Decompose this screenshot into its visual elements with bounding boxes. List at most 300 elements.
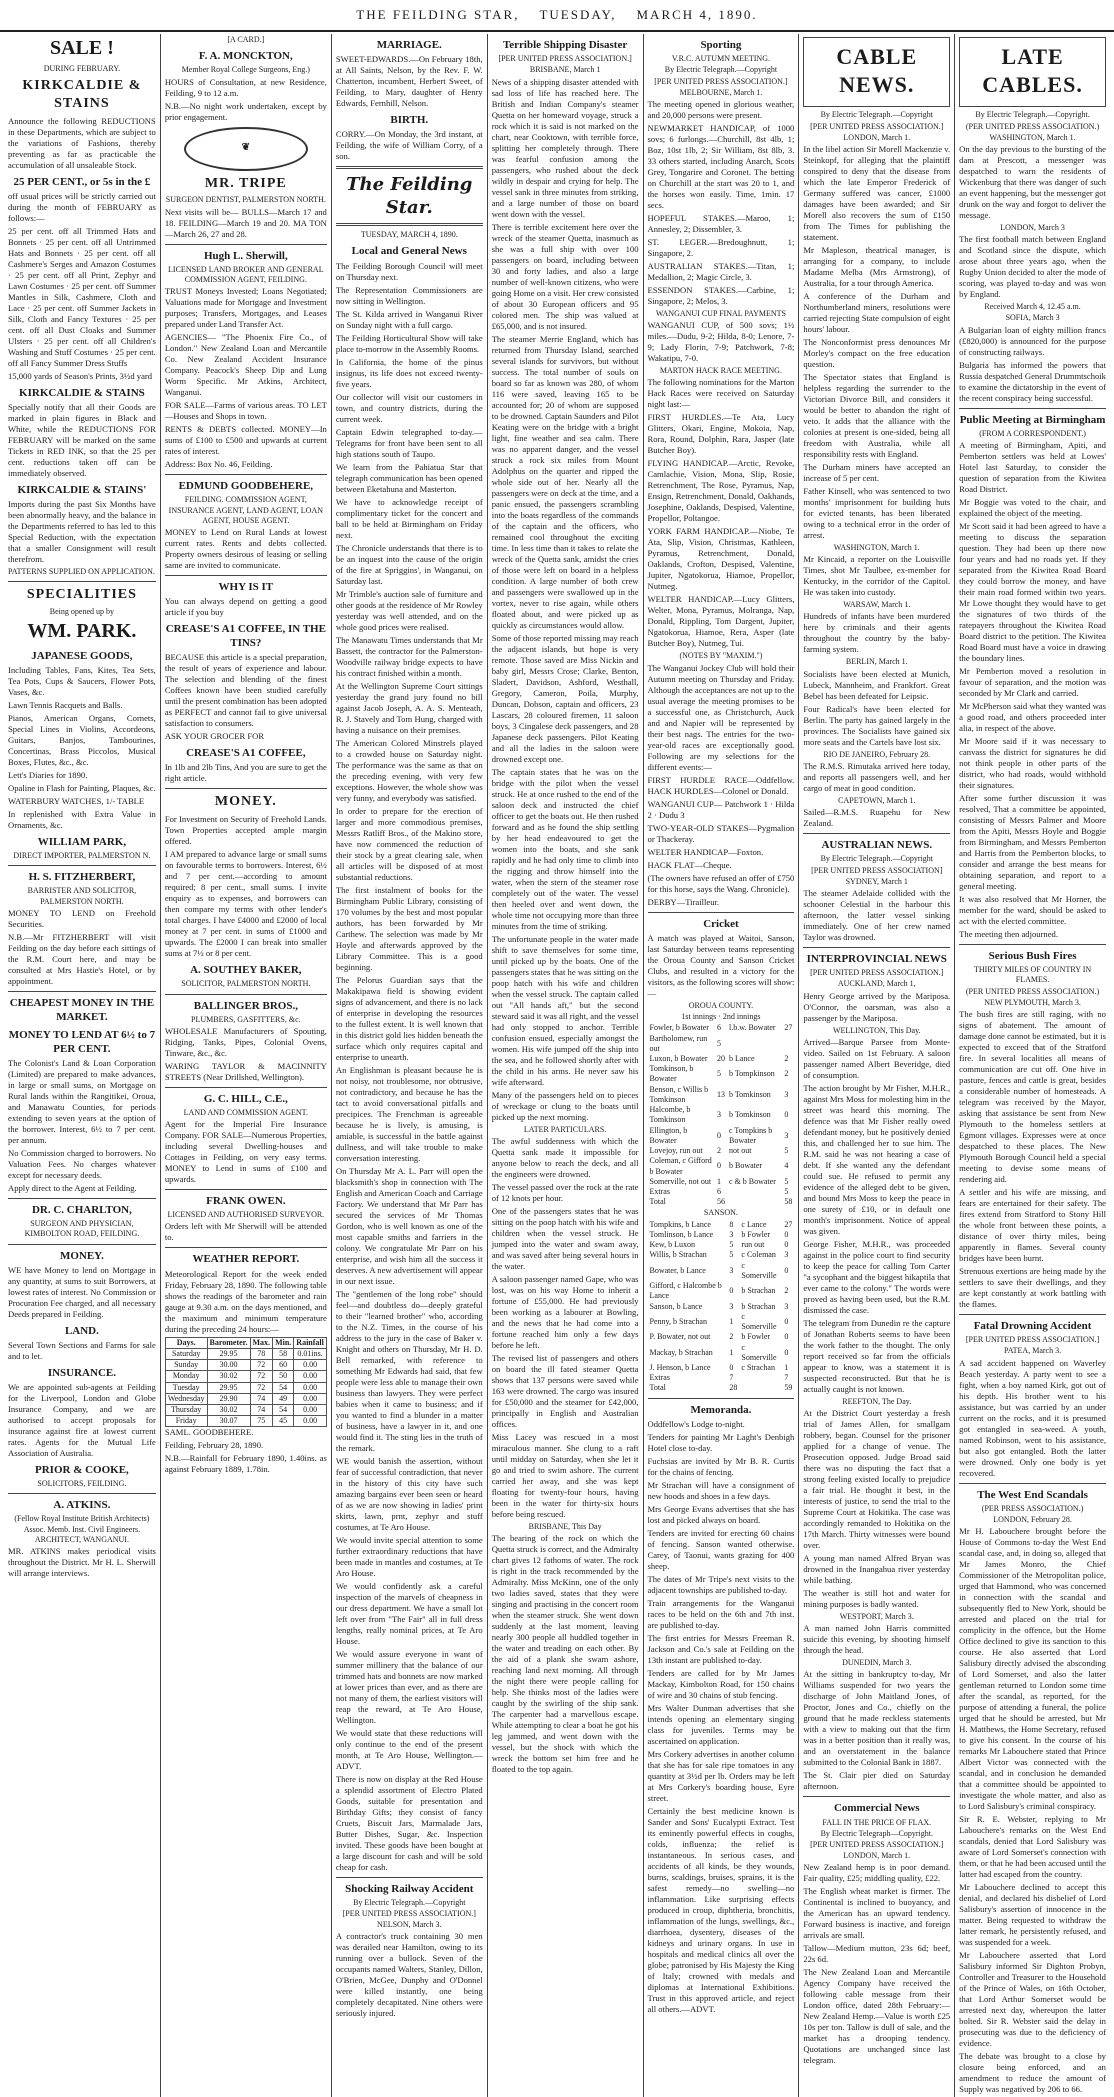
- scorecard-cell: 1: [729, 1316, 734, 1326]
- advance-body: I AM prepared to advance large or small sums on favourable terms to borrowers. Interest, 6½ and 7 per cent.—according to amount required; 8 per cent., small sums. I invite enquiry as to expenses, and borrowers can then compare my terms with other lender's total charges. I have £4000 and £2000 of local money at 7 per cent. in sums of £1000 and upwards. The £2000 I can break into smaller sums at 7½ or 8 per cent.: [164, 849, 327, 959]
- park-name-2: WILLIAM PARK,: [37, 835, 127, 848]
- weather-table-cell: Friday: [165, 1416, 207, 1427]
- local-item: The "gentlemen of the long robe" should feel—and doubtless do—deeply grateful to their "learned brother" who, according to the N.Z. Times, in the course of his address to the jury in the case of Baker v. Knight and others on Thursday, Mr H. D. Bell remarked, with reference to something Mr Edwards had said, that few people were less able to manage their own business than lawyers. They were perfect babies when it came to business; and if you wanted to find a blunder in a matter of business, have a lawyer in it, and one would find it. The sting lies in the truth of the remark.: [335, 1288, 483, 1453]
- scorecard-cell: 0: [784, 1229, 789, 1239]
- shipping-paragraph: A saloon passenger named Gape, who was lost, was on his way Home to inherit a fortune of £55,000. He had previously been working as a labourer at Bowling, and the news that he had come into a fortune reached him only a few days before he left.: [491, 1273, 639, 1350]
- sanson-heading: SANSON.: [703, 1208, 738, 1218]
- scorecard-cell: 2: [784, 1286, 789, 1296]
- scandals-item: Mr Labouchere declined to accept this denial, and declared his disbelief of Lord Salisbury's assertion of innocence in the matter. Being requested to withdraw the latter remark, he persistently refused, and was suspended for a week.: [959, 1882, 1106, 1948]
- agencies-body: AGENCIES— "The Phoenix Fire Co., of London." New Zealand Loan and Mercantile Co. New Zealand Accident Insurance Company. Peacock's Sheep Dip and Lung Worm Specific. Mr Atkins, Architect, Wanganui.: [164, 332, 327, 398]
- scorecard-cell: b Tomkinson: [728, 1110, 771, 1120]
- local-item: The Chronicle understands that there is to be an inquest into the cause of the origin of the fire at Spriggins', in Wanganui, on Saturday last.: [335, 542, 483, 586]
- address-line: Address: Box No. 46, Feilding.: [164, 459, 273, 470]
- scorecard-cell: Tompkins, b Lance: [649, 1219, 711, 1229]
- scorecard-cell: [782, 1034, 794, 1054]
- scorecard-cell: 59: [784, 1383, 793, 1393]
- westport-dateline: WESTPORT, March 3.: [839, 1611, 914, 1621]
- sanson-scorecard: [648, 1220, 795, 1394]
- weather-table-cell: 50: [273, 1371, 294, 1382]
- shipping-paragraph: There is terrible excitement here over the wreck of the steamer Quetta, inasmuch as she was a full ship with over 100 passengers on board, including between 30 and forty ladies, and also a large number of well-known citizens, who were going Home on a visit. Her crew consisted of about 30 European officers and 95 colored men. The ship was valued at £65,000, and is not insured.: [491, 221, 639, 331]
- local-item: In order to prepare for the erection of larger and more commodious premises, Messrs Ratliff Bros., of the Makino store, have now commenced the reduction of their stock by a great clearing sale, when all articles will be disposed of at most substantial reductions.: [335, 805, 483, 882]
- column-6: [798, 34, 954, 2097]
- late-cable-item: The first football match between England and Scotland since the dispute, which arose about three years ago, when the Rugby Union decided to alter the mode of scoring, was played to-day and was won by England.: [959, 234, 1106, 300]
- scorecard-cell: 8: [729, 1219, 734, 1229]
- sherwill-name: Hugh L. Sherwill,: [203, 249, 288, 262]
- scorecard-row: [648, 1230, 795, 1240]
- cable-item: Four Radical's have been elected for Berlin. The party has gained largely in the provinces. The Socialists have gained six more seats and the Cartels have lost six.: [803, 703, 951, 747]
- weather-table: [165, 1337, 327, 1428]
- scorecard-cell: c & b Bowater: [728, 1176, 776, 1186]
- goodbehere-sub: FEILDING. COMMISSION AGENT, INSURANCE AGENT, LAND AGENT, LOAN AGENT, HOUSE AGENT.: [168, 495, 324, 525]
- scorecard-cell: Bowater, b Lance: [649, 1265, 706, 1275]
- crease-heading: CREASE'S A1 COFFEE, IN THE TINS?: [165, 623, 326, 650]
- pianos-line: Pianos, American Organs, Cornets, Special Lines in Violins, Accordeons, Guitars, Banjos, Tambourines, Concertinas, Brass Piccolos, Musical Boxes, Flutes, &c., &c.: [8, 712, 156, 767]
- public-meeting-press: (FROM A CORRESPONDENT.): [979, 428, 1086, 438]
- local-item: We have to acknowledge receipt of complimentary ticket for the concert and ball to be held at Birmingham on Friday next.: [335, 496, 483, 540]
- column-4: [487, 34, 643, 2097]
- australian-item: The steamer Adelaide collided with the schooner Celestial in the harbour this afternoon, the latter vessel sinking immediately. One of her crew named Taylor was drowned.: [803, 887, 951, 942]
- weather-table-cell: Thursday: [165, 1404, 207, 1415]
- warsaw-dateline: WARSAW, March 1.: [843, 600, 911, 610]
- public-meeting-item: A meeting of Birmingham, Apiti, and Pemberton settlers was held at Lowes' Hotel last Saturday, to consider the question of separation from the Kiwitea Road District.: [959, 440, 1106, 495]
- sale-body: Announce the following REDUCTIONS in these Departments, which are subject to the variations of Fashions, thereby preventing as far as practicable the accumulation of all unsaleable Stock.: [8, 115, 156, 170]
- nb-line: N.B.—No night work undertaken, except by prior engagement.: [164, 100, 327, 122]
- memoranda-item: Mrs Corkery advertises in another column that she has for sale ripe tomatoes in any quantity at 3½d per lb. Orders may be left at Mrs Corkery's boarding house, Eyre street.: [647, 1748, 795, 1803]
- scorecard-cell: Halcombe, b Tomkinson: [649, 1105, 691, 1125]
- sporting-heading: Sporting: [700, 39, 742, 51]
- railway-body: A contractor's truck containing 30 men was derailed near Hamilton, owing to its running over a bullock. Seven of the occupants named Walters, Stanley, Dillon, O'Brien, McGee, Dunphy and O'Donnel were killed instantly, one being completely decapitated. Nine others were seriously injured.: [335, 1931, 483, 2019]
- marriage-heading: MARRIAGE.: [376, 39, 442, 51]
- scorecard-cell: run out: [741, 1240, 765, 1250]
- japanese-body: Including Tables, Fans, Kites, Tea Sets, Tea Pots, Cups & Saucers, Flower Pots, Vases, &c.: [8, 664, 156, 697]
- interprovincial-item: The action brought by Mr Fisher, M.H.R., against Mrs Moss for molesting him in the street was heard this morning. The defence was that Mr Fisher really owed defendant money, but he positively denied this, and challenged her to sue him. The R.M. said he was not hearing a case of debt. If she wanted any the defendant could sue. He refused to permit any evidence of the alleged debt to be given, and bound Mrs Moss to keep the peace in one surety of £10, or in default one month's imprisonment. Notice of appeal was given.: [803, 1082, 951, 1236]
- scorecard-cell: b Tomkinson: [728, 1089, 771, 1099]
- firm-name-3: KIRKCALDIE & STAINS': [17, 483, 147, 496]
- scandals-heading: The West End Scandals: [977, 1488, 1088, 1501]
- rainfall-nb: N.B.—Rainfall for February 1890, 1.40ins. as against February 1889, 1.78in.: [164, 1453, 327, 1475]
- diaries-line: Lett's Diaries for 1890.: [8, 769, 88, 780]
- plymouth-dateline: NEW PLYMOUTH, March 3.: [984, 997, 1081, 1007]
- local-item: We would invite special attention to some further extraordinary reductions that have been made in mantles and costumes, at Te Aro House.: [335, 1534, 483, 1578]
- shipping-paragraph: The revised list of passengers and others on board the ill fated steamer Quetta shows that 137 persons were saved while 163 were drowned. The cargo was insured for £50,000 and the steamer for £42,000, principally in English and Australian offices.: [491, 1352, 639, 1429]
- vrc-press: [PER UNITED PRESS ASSOCIATION.]: [654, 76, 788, 86]
- watches-line: WATERBURY WATCHES, 1/- TABLE: [8, 795, 145, 806]
- land-heading: LAND.: [64, 1324, 99, 1337]
- sporting-paragraph: YORK FARM HANDICAP.—Niobe, Te Ata, Slip, Vision, Christmas, Kathleen, Pyramus, Retrenchment, Donald, Oaklands, Crofton, Despised, Valentine, Jupiter, Ngatokorua, Hiamoe, Propellor, Nutmeg.: [647, 526, 795, 592]
- money-to-lend-heading: MONEY TO LEND AT 6½ to 7 PER CENT.: [8, 1028, 156, 1056]
- tooth-ornament: ❦: [184, 127, 308, 171]
- ballinger-body: WHOLESALE Manufacturers of Spouting, Ridging, Tanks, Pipes, Colonial Ovens, Tinware, &c., &c.: [164, 1025, 327, 1058]
- scorecard-cell: 1: [729, 1347, 734, 1357]
- weather-table-row: [165, 1348, 326, 1359]
- sporting-paragraph: NEWMARKET HANDICAP, of 1000 sovs; 6 furlongs.—Churchill, 8st 4lb, 1; Boz, 10st 1lb, 2; Sir William, 8st 8lb, 3. 33 others started, including Anarch, Scots Grey, Tongarire and Coronet. The betting on Churchill at the start was 20 to 1, and the horses won easily. Time, 1min. 17 secs.: [647, 123, 795, 211]
- scorecard-cell: 0: [784, 1332, 789, 1342]
- weather-table-header: Days.: [165, 1337, 207, 1348]
- australian-byline: By Electric Telegraph.—Copyright: [820, 854, 933, 864]
- scorecard-cell: 0: [729, 1363, 734, 1372]
- firm-name: KIRKCALDIE & STAINS: [22, 77, 142, 111]
- cable-item: The Spectator states that England is helpless regarding the surrender to the Victorian Divorce Bill, and considers it would be better to abandon the right of veto. It adds that the alliance with the colonies at present is one-sided, being all freedom with Australia, while all responsibility rests with England.: [803, 372, 951, 460]
- park-sub: DIRECT IMPORTER, PALMERSTON N.: [13, 851, 151, 860]
- local-item: Our collector will visit our customers in town, and country districts, during the current week.: [335, 391, 483, 424]
- scorecard-row: [648, 1343, 795, 1363]
- shipping-paragraph: Miss Lacey was rescued in a most miraculous manner. She clung to a raft until midday on Saturday, when she let it go and tried to swim ashore. The current carried her away, and she was kept floating for twenty-four hours, having been in the water for thirty-six hours before being rescued.: [491, 1431, 639, 1519]
- local-item: An Englishman is pleasant because he is not noisy, not troublesome, nor obtrusive, not contradictory, and because he has the tact to avoid conversational pitfalls and precipices. The Frenchman is agreeable because he is lively, is amusing, is amiable, is successful in the battle against dullness, and will take trouble to make conversation interesting.: [335, 1064, 483, 1163]
- scandals-item: Sir R. E. Webster, replying to Mr Labouchere's remarks on the West End scandals, denied that Lord Salisbury was aware of Lord Somerset's connection with them, or that he had been accused until the latter had escaped from the country.: [959, 1814, 1106, 1880]
- scorecard-row: [648, 1312, 795, 1332]
- local-item: At the Wellington Supreme Court sittings yesterday the grand jury found no bill against Jacob Joseph, A. A. S. Menteath, R. J. Stavely and Tom Hung, charged with having a nuisance on their premises.: [335, 680, 483, 735]
- commercial-item: New Zealand hemp is in poor demand. Fair quality, £25; middling quality, £22.: [803, 1862, 951, 1884]
- specialities-heading: SPECIALITIES: [26, 587, 137, 603]
- railway-byline: By Electric Telegraph.—Copyright: [353, 1897, 466, 1907]
- scorecard-row: [648, 1240, 795, 1250]
- scorecard-cell: 0: [784, 1265, 789, 1275]
- scorecard-row: [648, 1250, 795, 1260]
- sporting-paragraph: The meeting opened in glorious weather, and 20,000 persons were present.: [647, 99, 795, 121]
- memoranda-item: The dates of Mr Tripe's next visits to the adjacent townships are published to-day.: [647, 1573, 795, 1595]
- issue-date: TUESDAY, MARCH 4, 1890.: [360, 230, 458, 240]
- scorecard-row: [648, 1064, 795, 1084]
- marton-heading: MARTON HACK RACE MEETING.: [659, 366, 782, 376]
- insurance-body: We are appointed sub-agents at Feilding for the Liverpool, London and Globe Insurance Company, and we are authorised to accept proposals for insurance against fire at lowest current rates. Agents for the Mutual Life Association of Australia.: [8, 1381, 156, 1458]
- bush-fire-item: The bush fires are still raging, with no signs of abatement. The amount of damage done cannot be estimated, but it is expected to exceed that of the Stratford fire. In several localities all means of communication are cut off. One hive in pasture, fences and cattle is great, besides a considerable number of homesteads. A telegram was received by the Mayor, asking that assistance be sent from New Plymouth to the homeless settlers at Egmont villages. Expresses were at once despatched to these places. The New Plymouth Borough Council held a special meeting to devise some means of rendering aid.: [959, 1009, 1106, 1185]
- interprovincial-item: A man named John Harris committed suicide this evening, by shooting himself through the head.: [803, 1623, 951, 1656]
- weather-table-cell: Saturday: [165, 1348, 207, 1359]
- innings-heading: 1st innings · 2nd innings: [681, 1012, 761, 1022]
- rio-dateline: RIO DE JANEIRO, February 28.: [823, 749, 931, 759]
- money-heading: MONEY.: [59, 1249, 104, 1262]
- scorecard-cell: [739, 1373, 782, 1383]
- weather-table-cell: 54: [273, 1404, 294, 1415]
- shipping-paragraph: The steamer Merrie England, which has returned from Thursday Island, searched several islands for survivors, but without success. The total number of souls on board so far as known was 280, of whom 116 were saved, leaving 165 to be accounted for; 20 of whom are supposed to be drowned. Captain Saunders and Pilot Keating were on the bridge with a bright light, fine weather and sea calm. There was no apparent danger, and the vessel struck a rock six miles from Mount Adolphus on the quarter and ripped the whole side out of her. Nearly all the passengers were on deck at the time, and a panic ensued, the passengers scrambling into the boats regardless of the commands of the captain and the officers, who remained cool throughout the exciting time. In less time than it takes to relate the wreck of the Quetta sank, amidst the cries of those were left on board in a helpless condition. A large number of both crew and passengers were swallowed up in the vortex, never to rise again, while others floated about, and were picked up as quickly as circumstances would allow.: [491, 333, 639, 630]
- scorecard-cell: c Lance: [741, 1219, 767, 1229]
- sporting-paragraph: TWO-YEAR-OLD STAKES—Pygmalion or Thackeray.: [647, 822, 795, 844]
- scandals-item: Mr Labouchere asserted that Lord Salisbury informed Sir Dighton Probyn, Controller and Treasurer to the Household of the Prince of Wales, on 16th October, that Lord Arthur Somerset would be arrested next day, whereupon the latter bolted. Sir R. Webster said the delay in prosecuting was due to the deficiency of evidence.: [959, 1950, 1106, 2049]
- maxim-notes-heading: (NOTES BY "MAXIM."): [679, 651, 763, 661]
- scorecard-row: [648, 1220, 795, 1230]
- why-body: You can always depend on getting a good article if you buy: [164, 596, 327, 618]
- weather-heading: WEATHER REPORT.: [192, 1253, 300, 1266]
- scorecard-row: [648, 1302, 795, 1312]
- scorecard-cell: b Bowater: [728, 1161, 763, 1171]
- memoranda-item: The first entries for Messrs Freeman R. Jackson and Co.'s sale at Feilding on the 13th instant are published to-day.: [647, 1632, 795, 1665]
- railway-dateline: NELSON, March 3.: [377, 1920, 442, 1930]
- interprovincial-item: At the sitting in bankruptcy to-day, Mr Williams suspended for two years the discharge of John Maitland Jones, of Proctor, Jones and Co., chiefly on the ground that he made reckless statements with a view to making out that the firm was in a better position than it really was, and an overstatement in the balance submitted to the Colonial Bank in 1887.: [803, 1669, 951, 1768]
- london-dateline-2: LONDON, February 28.: [993, 1514, 1072, 1524]
- washington-dateline: WASHINGTON, March 1.: [989, 132, 1076, 142]
- local-item: There is now on display at the Red House a splendid assortment of Electro Plated Goods, suitable for presentation and Birthday Gifts; they consist of fancy Cruets, Biscuit Jars, Marmalade Jars, Butter Dishes, Sugar, &c. Inspection invited. These goods have been bought at a large discount for cash and will be sold cheap for cash.: [335, 1773, 483, 1872]
- scorecard-cell: Somerville, not out: [649, 1176, 712, 1186]
- sporting-paragraph: WELTER HANDICAP.—Lucy Glitters, Welter, Mona, Pyramus, Molranga, Nap, Donald, Rippling, Tom Dargent, Jupiter, Ngatokorua, Hiamoe, Rera, Asper (late Butcher Boy), Nutmeg, Tui.: [647, 594, 795, 649]
- baker-name: A. SOUTHEY BAKER,: [190, 964, 302, 977]
- shipping-paragraph: One of the passengers states that he was sitting on the poop hatch with his wife and children when the vessel struck. He jumped into the water and swam away, and was saved after being several hours in the water.: [491, 1205, 639, 1271]
- scorecard-cell: c Coleman: [741, 1250, 776, 1260]
- sporting-paragraph: ST. LEGER.—Bredoughnutt, 1; Singapore, 2.: [647, 237, 795, 259]
- bush-fire-item: Strenuous exertions are being made by the settlers to save their dwellings, and they are kept constantly at work battling with the flames.: [959, 1266, 1106, 1310]
- later-particulars-heading: LATER PARTICULARS.: [523, 1124, 607, 1134]
- scorecard-cell: b Fowler: [741, 1332, 771, 1342]
- rents-line: RENTS & DEBTS collected. MONEY—In sums of £100 to £500 and upwards at current rates of interest.: [164, 424, 327, 457]
- local-news-heading: Local and General News: [351, 245, 467, 258]
- interprovincial-heading: INTERPROVINCIAL NEWS: [806, 952, 947, 965]
- weather-table-header: Max.: [250, 1337, 273, 1348]
- memoranda-item: Mr Strachan will have a consignment of new hoods and shoes in a few days.: [647, 1479, 795, 1501]
- colonists-body: The Colonist's Land & Loan Corporation (Limited) are prepared to make advances, in large or small sums, on Mortgage on Rural lands within the Rangitikei, Oroua, and Manawatu Counties, for periods extending to seven years at the option of the borrower. Interest, 6½ to 7 per cent. per annum.: [8, 1058, 156, 1146]
- why-heading: WHY IS IT: [218, 581, 274, 594]
- sydney-dateline: SYDNEY, March 1: [845, 876, 908, 886]
- lawn-tennis-line: Lawn Tennis Racquets and Balls.: [8, 699, 123, 710]
- owen-name: FRANK OWEN.: [206, 1195, 286, 1208]
- late-byline: By Electric Telegraph.—Copyright.: [975, 110, 1090, 120]
- weather-table-cell: Monday: [165, 1371, 207, 1382]
- scorecard-row: [648, 1187, 795, 1197]
- crease-heading-2: CREASE'S A1 COFFEE,: [186, 747, 306, 760]
- shipping-paragraph: The awful suddenness with which the Quetta sank made it impossible for anyone below to reach the deck, and all the engineers were drowned.: [491, 1135, 639, 1179]
- firm-notice-body: Specially notify that all their Goods are marked in plain figures in Black and White, while the REDUCTIONS FOR FEBRUARY will be marked on the same Tickets in RED INK, so that the 25 per cent. reductions taken off can be immediately observed.: [8, 401, 156, 478]
- sporting-paragraph: FIRST HURDLES.—Te Ata, Lucy Glitters, Okari, Engine, Mokoia, Nap, Rora, Round, Dolphin, Rara, Jasper (late Butcher Boy).: [647, 412, 795, 456]
- scorecard-cell: J. Henson, b Lance: [649, 1363, 711, 1372]
- memoranda-item: Mrs Walter Dunman advertises that she intends opening an elementary singing class for juveniles. Terms may be ascertained on application.: [647, 1702, 795, 1746]
- scorecard-cell: 3: [784, 1130, 789, 1140]
- shipping-press: [PER UNITED PRESS ASSOCIATION.]: [498, 54, 632, 64]
- prior-cooke-name: PRIOR & COOKE,: [35, 1463, 129, 1476]
- weather-table-cell: 72: [250, 1382, 273, 1393]
- weather-table-row: [165, 1382, 326, 1393]
- weather-table-cell: 54: [273, 1382, 294, 1393]
- weather-table-cell: Tuesday: [165, 1382, 207, 1393]
- dunedin-dateline: DUNEDIN, March 3.: [842, 1658, 912, 1668]
- column-3: [331, 34, 487, 2097]
- scorecard-row: [648, 1085, 795, 1105]
- scorecard-cell: Kew, b Luxon: [649, 1240, 695, 1250]
- japanese-heading: JAPANESE GOODS,: [31, 649, 133, 662]
- commercial-item: Tallow—Medium mutton, 23s 6d; beef, 22s 6d.: [803, 1943, 951, 1965]
- weather-table-cell: 0.00: [294, 1382, 327, 1393]
- scorecard-cell: 3: [784, 1301, 789, 1311]
- memoranda-item: Oddfellow's Lodge to-night.: [647, 1418, 745, 1429]
- sporting-paragraph: (The owners have refused an offer of £750 for this horse, says the Wang. Chronicle).: [647, 872, 795, 894]
- scorecard-cell: Luxon, b Bowater: [649, 1053, 708, 1063]
- flax-byline: By Electric Telegraph—Copyright.: [820, 1828, 933, 1838]
- park-name: WM. PARK.: [27, 620, 137, 643]
- weather-table-header: Rainfall: [294, 1337, 327, 1348]
- scorecard-cell: 0: [729, 1286, 734, 1296]
- charlton-sub: SURGEON AND PHYSICIAN, KIMBOLTON ROAD, FEILDING.: [24, 1219, 140, 1239]
- cable-item: The Durham miners have accepted an increase of 5 per cent.: [803, 462, 951, 484]
- scorecard-cell: 3: [716, 1110, 721, 1120]
- sale-heading: SALE !: [49, 37, 114, 59]
- sporting-paragraph: FIRST HURDLE RACE—Oddfellow. HACK HURDLES—Colonel or Donald.: [647, 774, 795, 796]
- weather-table-cell: 0.00: [294, 1416, 327, 1427]
- scorecard-cell: 0: [784, 1316, 789, 1326]
- firm-imports-body: Imports during the past Six Months have been abnormally heavy, and the balance in the Departments referred to has led to this Special Reduction, with the expectation that a smaller Consignment will result therefrom.: [8, 498, 156, 564]
- crease-body: BECAUSE this article is a special preparation, the result of years of experience and labour. The selection and blending of the finest Coffees known have been studied carefully until the present combination has been adopted as PERFECT and cannot fail to give universal satisfaction to consumers.: [164, 652, 327, 729]
- sporting-paragraph: HACK FLAT—Cheque.: [647, 859, 732, 870]
- running-header: [0, 0, 1114, 32]
- scorecard-cell: [739, 1383, 782, 1393]
- column-5: [643, 34, 799, 2097]
- scorecard-cell: c Strachan: [741, 1363, 775, 1372]
- scorecard-cell: Penny, b Strachan: [649, 1316, 707, 1326]
- atkins-sub: (Fellow Royal Institute British Architects) Assoc. Memb. Inst. Civil Engineers. ARCHITECT, WANGANUI.: [14, 1514, 150, 1544]
- ballinger-name: BALLINGER BROS.,: [193, 999, 298, 1012]
- local-item: The Representation Commissioners are now sitting in Wellington.: [335, 284, 483, 306]
- cable-byline: By Electric Telegraph.—Copyright: [820, 110, 933, 120]
- hours-line: HOURS of Consultation, at new Residence, Feilding, 9 to 12 a.m.: [164, 76, 327, 98]
- scorecard-row: [648, 1105, 795, 1125]
- scorecard-cell: 0: [784, 1240, 789, 1250]
- fitzherbert-name: H. S. FITZHERBERT,: [28, 871, 136, 884]
- scorecard-cell: [727, 1034, 782, 1054]
- discount-list: 25 per cent. off all Trimmed Hats and Bonnets · 25 per cent. off all Untrimmed Hats and Bonnets · 25 per cent. off all Cashmere's Serges and Amazon Costumes · 25 per cent. off all Print, Zephyr and Lawn Costumes · 25 per cent. off Summer Mantles in Silk, Cashmere, Cloth and Lace · 25 per cent. off Summer Jackets in Silk, Cloth and Fancy Textures · 25 per cent. off all Dust Cloaks and Summer Ulsters · 25 per cent. off all Children's Washing and Stuff Costumes · 25 per cent. off all Fancy Summer Dress Stuffs: [8, 225, 156, 368]
- card-label: [A CARD.]: [227, 35, 265, 44]
- atkins-body: MR. ATKINS makes periodical visits throughout the District. Mr H. L. Sherwill will arrange interviews.: [8, 1545, 156, 1578]
- scorecard-cell: P. Bowater, not out: [649, 1332, 711, 1342]
- commercial-item: The English wheat market is firmer. The Continental is inclined to buoyancy, and the American has an upward tendency. Forward business is inactive, and foreign arrivals are small.: [803, 1886, 951, 1941]
- weather-table-cell: 0.00: [294, 1360, 327, 1371]
- shipping-paragraph: The vessel passed over the rock at the rate of 12 knots per hour.: [491, 1181, 639, 1203]
- replenished-line: In replenished with Extra Value in Ornaments, &c.: [8, 808, 156, 830]
- interprovincial-item: The telegram from Dunedin re the capture of Jonathan Roberts seems to have been the work father to the thought. The only report received so far from the officials appear to know, was a statement it is suspected reconstructed. But that he is actually caught is not known.: [803, 1317, 951, 1394]
- firm-name-2: KIRKCALDIE & STAINS: [19, 386, 145, 399]
- scorecard-row: [648, 1197, 795, 1207]
- baker-sub: SOLICITOR, PALMERSTON NORTH.: [181, 979, 311, 989]
- london-dateline: LONDON, March 3: [1000, 223, 1065, 233]
- weather-table-cell: Wednesday: [165, 1393, 207, 1404]
- scorecard-cell: 5: [716, 1069, 721, 1079]
- scorecard-cell: b Strachan: [741, 1286, 776, 1296]
- scorecard-cell: b Fowler: [741, 1229, 771, 1239]
- scorecard-cell: Lovejoy, run out: [649, 1146, 703, 1156]
- goodbehere-name: EDMUND GOODBEHERE,: [178, 480, 314, 493]
- fitzherbert-money: MONEY TO LEND on Freehold Securities.: [8, 907, 156, 929]
- sporting-paragraph: AUSTRALIAN STAKES.—Titan, 1; Medallion, 2; Magic Circle, 3.: [647, 261, 795, 283]
- flax-press: [PER UNITED PRESS ASSOCIATION.]: [810, 1840, 944, 1849]
- scorecard-cell: b Tompkinson: [728, 1069, 775, 1079]
- scorecard-cell: Bartholomew, run out: [649, 1033, 708, 1053]
- local-item: The Feilding Borough Council will meet on Thursday next.: [335, 260, 483, 282]
- marriage-body: SWEET-EDWARDS.—On February 18th, at All Saints, Nelson, by the Rev. F. W. Chatterton, incumbent, Herbert Sweet, of Feilding, to Mary, daughter of Henry Edwards, Fernhill, Nelson.: [335, 54, 483, 109]
- bush-fires-press: (PER UNITED PRESS ASSOCIATION.): [965, 986, 1100, 996]
- public-meeting-item: Mr McPherson said what they wanted was a good road, and others proceeded inter alia, in respect of the above.: [959, 701, 1106, 734]
- ballinger-sub: PLUMBERS, GASFITTERS, &c.: [191, 1014, 301, 1024]
- bush-fires-subheading: THIRTY MILES OF COUNTRY IN FLAMES.: [974, 965, 1092, 985]
- local-item: The Pelorus Guardian says that the Makakipawa field is showing evident signs of advancement, and there is no lack of enterprise in developing the resources to the fullest extent. It is well known that in this district gold lies hidden beneath the surface which only requires capital and enterprise to unearth.: [335, 974, 483, 1062]
- local-item: Captain Edwin telegraphed to-day.—Telegrams for front have been sent to all high stations south of Taupo.: [335, 426, 483, 459]
- scorecard-cell: 1: [784, 1363, 789, 1372]
- weather-table-cell: Sunday: [165, 1360, 207, 1371]
- cable-news-heading: CABLE NEWS.: [836, 44, 918, 98]
- memoranda-item: Tenders for painting Mr Laght's Denbigh Hotel close to-day.: [647, 1431, 795, 1453]
- weather-table-row: [165, 1416, 326, 1427]
- cable-item: The Nonconformist press denounces Mr Morley's compact on the free education question.: [803, 337, 951, 370]
- weather-table-cell: 0.00: [294, 1393, 327, 1404]
- scorecard-row: [648, 1383, 795, 1393]
- scorecard-cell: 3: [784, 1089, 789, 1099]
- scorecard-cell: 20: [716, 1053, 725, 1063]
- weather-table-cell: 29.90: [207, 1393, 250, 1404]
- scorecard-cell: Willis, b Strachan: [649, 1250, 707, 1260]
- interprovincial-item: A young man named Alfred Bryan was drowned in the Inangahua river yesterday while bathing.: [803, 1552, 951, 1585]
- weather-body: Meteorological Report for the week ended Friday, February 28, 1890. The following table shows the readings of the barometer and rain gauge at 9.30 a.m. on the days mentioned, and the maximum and minimum temperature during the preceding 24 hours:—: [164, 1268, 327, 1334]
- local-item: We would state that these reductions will only continue to the end of the present month, at Te Aro House, Wellington.—ADVT.: [335, 1727, 483, 1771]
- birth-heading: BIRTH.: [390, 114, 429, 127]
- owen-sub: LICENSED AND AUTHORISED SURVEYOR.: [167, 1210, 325, 1220]
- australian-news-heading: AUSTRALIAN NEWS.: [821, 839, 933, 852]
- scorecard-row: [648, 1373, 795, 1383]
- washington-dateline: WASHINGTON, March 1.: [833, 543, 920, 553]
- cable-item: A conference of the Durham and Northumberland miners, resolutions were carried rejecting State compulsion of eight hours' labour.: [803, 291, 951, 335]
- drowning-item: A sad accident happened on Waverley Beach yesterday. A party went to see a fight, when a boy named Kirk, got out of his depth. His brother went to his assistance, but was carried by an under current on the rocks, and it is presumed got entangled in sea-weed. A youth, named Robinson, went to his assistance, but also got entangled. Both the latter were drowned. Only one body is yet recovered.: [959, 1357, 1106, 1478]
- london-dateline: LONDON, March 1.: [843, 1851, 911, 1861]
- australian-press: [PER UNITED PRESS ASSOCIATION]: [811, 865, 943, 875]
- scandals-item: The debate was brought to a close by closure being enforced, and an amendment to reduce the amount of Supply was negatived by 206 to 66.: [959, 2051, 1106, 2095]
- scorecard-cell: 0: [784, 1347, 789, 1357]
- scorecard-row: [648, 1156, 795, 1176]
- shipping-dateline: BRISBANE, March 1: [529, 65, 601, 75]
- memoranda-item: Certainly the best medicine known is Sander and Sons' Eucalypti Extract. Test its eminently powerful effects in coughs, colds, influenza; the relief is instantaneous. In serious cases, and accidents of all kinds, be they wounds, burns, scaldings, bruises, sprains, it is the safest remedy—no swelling—no inflammation. Like surprising effects produced in croup, diphtheria, bronchitis, inflammation of the lungs, swellings, &c., diarrhoea, dysentery, diseases of the kidneys and urinary organs. In use in hospitals and medical clinics all over the globe; patronised by His Majesty the King of Italy; crowned with medals and diplomas at International Exhibitions. Trust in this approved article, and reject all others.—ADVT.: [647, 1805, 795, 2014]
- scorecard-cell: 5: [784, 1176, 789, 1186]
- scorecard-cell: l.b.w. Bowater: [728, 1023, 776, 1033]
- shipping-paragraph: The bearing of the rock on which the Quetta struck is correct, and the Admiralty chart gives 12 fathoms of water. The rock is right in the track recommended by the Admiralty. Miss McKinn, one of the only two ladies saved, states that they were singing and practising in the concert room when the steamer struck. She went down suddenly at the last moment, leaving nearly 300 people all huddled together in the water and treading on each other. By the aid of a plank she swam ashore, reaching land next morning. All through the night there were people calling for help. She thinks most of the ladies were caught by the swirling of the ship sank. The carpenter had a marvellous escape. While attempting to clear a boat he got his leg jammed, and went down with the vessel, but the shock with which the wreck the bottom set him free and he floated to the top again.: [491, 1533, 639, 1775]
- public-meeting-item: Mr Moore said if it was necessary to canvass the district for signatures he did not think people in other parts of the district, who had roads, would withhold their signatures.: [959, 736, 1106, 791]
- vrc-byline: By Electric Telegraph.—Copyright: [664, 65, 778, 75]
- scorecard-row: [648, 1332, 795, 1342]
- weather-table-row: [165, 1360, 326, 1371]
- header-date: MARCH 4, 1890.: [636, 7, 758, 22]
- scorecard-cell: c Somerville: [741, 1311, 777, 1332]
- scorecard-row: [648, 1054, 795, 1064]
- local-item: We would confidently ask a careful inspection of the marvels of cheapness in our dress department. We have a small lot left over from "The Fair" all in full dress lengths, really nominal prices, at Te Aro House.: [335, 1580, 483, 1646]
- local-item: We would assure everyone in want of summer millinery that the balance of our trimmed hats and bonnets are now marked at lower prices than ever, and as there are not many of them, the earliest visitors will reap the reward, at Te Aro House, Wellington.: [335, 1648, 483, 1725]
- scorecard-cell: Ellington, b Bowater: [649, 1125, 688, 1145]
- scorecard-cell: Extras: [649, 1373, 670, 1383]
- scorecard-cell: [727, 1187, 782, 1197]
- weather-signed: SAML. GOODBEHERE.: [164, 1427, 254, 1438]
- interprovincial-item: Arrived—Barque Parsee from Monte-video. Sailed on 1st February. A saloon passenger named Albert Beveridge, died of consumption.: [803, 1036, 951, 1080]
- scorecard-cell: b Strachan: [741, 1301, 776, 1311]
- weather-table-row: [165, 1393, 326, 1404]
- scorecard-cell: 7: [784, 1373, 789, 1383]
- weather-table-cell: 78: [250, 1348, 273, 1359]
- late-press: (PER UNITED PRESS ASSOCIATION.): [965, 121, 1100, 131]
- scorecard-row: [648, 1177, 795, 1187]
- scorecard-cell: [727, 1197, 782, 1207]
- weather-table-cell: 49: [273, 1393, 294, 1404]
- scorecard-cell: 27: [784, 1219, 793, 1229]
- scorecard-cell: 1: [716, 1176, 721, 1186]
- scandals-press: (PER PRESS ASSOCIATION.): [981, 1503, 1084, 1513]
- cable-press: [PER UNITED PRESS ASSOCIATION.]: [810, 121, 944, 131]
- interprovincial-press: [PER UNITED PRESS ASSOCIATION.]: [810, 968, 944, 978]
- cricket-intro: A match was played at Waitoi, Sanson, last Saturday between teams representing the Oroua County and Sanson Cricket Clubs, and resulted in a victory for the visitors, as the following scores will show:—: [647, 932, 795, 998]
- ask-grocer-line: ASK YOUR GROCER FOR: [164, 731, 265, 742]
- shipping-paragraph: News of a shipping disaster attended with sad loss of life has reached here. The British and Indian Company's steamer Quetta on her homeward voyage, struck a rock which it is said is not marked on the chart, near Cooktown, with terrible force, splitting her completely through. There was fearful confusion among the passengers, who rushed about the deck wildly in despair and crying for help. The vessel sank in three minutes from striking, and a large number of those on board went down with the vessel.: [491, 76, 639, 219]
- scorecard-row: [648, 1281, 795, 1301]
- scorecard-cell: Total: [649, 1197, 666, 1207]
- flax-heading: FALL IN THE PRICE OF FLAX.: [822, 1817, 932, 1827]
- weather-table-cell: 29.95: [207, 1382, 250, 1393]
- scorecard-cell: 3: [729, 1229, 734, 1239]
- capetown-dateline: CAPETOWN, March 1.: [838, 795, 916, 805]
- scorecard-cell: 5: [729, 1240, 734, 1250]
- local-item: On Thursday Mr A. L. Parr will open the blacksmith's shop in connection with The English and American Coach and Carriage Factory. We understand that Mr Parr has secured the services of Mr Thomas Gordon, who is well known as one of the most capable smiths and farriers in the colony. We congratulate Mr Parr on his enterprise, and wish him all the success it deserves. A new advertisement will appear in our next issue.: [335, 1165, 483, 1286]
- shipping-paragraph: Some of those reported missing may reach the adjacent islands, but hope is very remote. Those saved are Miss Nickin and baby girl, Messrs Crose; Clarke, Benton, Sladert, Davidson, Ashford, Westhall, Gregory, Cameron, Poila, Murphy, Duncan, Dobson, captain and officers, 23 Lascars, 28 coloured firemen, 11 saloon boys, 3 Cingalese deck passengers, and 28 Japanese deck passengers. Pilot Keating and all the ladies in the saloon were drowned except one.: [491, 632, 639, 764]
- scorecard-cell: 0: [716, 1161, 721, 1171]
- scorecard-cell: 5: [729, 1250, 734, 1260]
- patterns-line: PATTERNS SUPPLIED ON APPLICATION.: [8, 566, 155, 576]
- scorecard-cell: c Somerville: [741, 1342, 777, 1362]
